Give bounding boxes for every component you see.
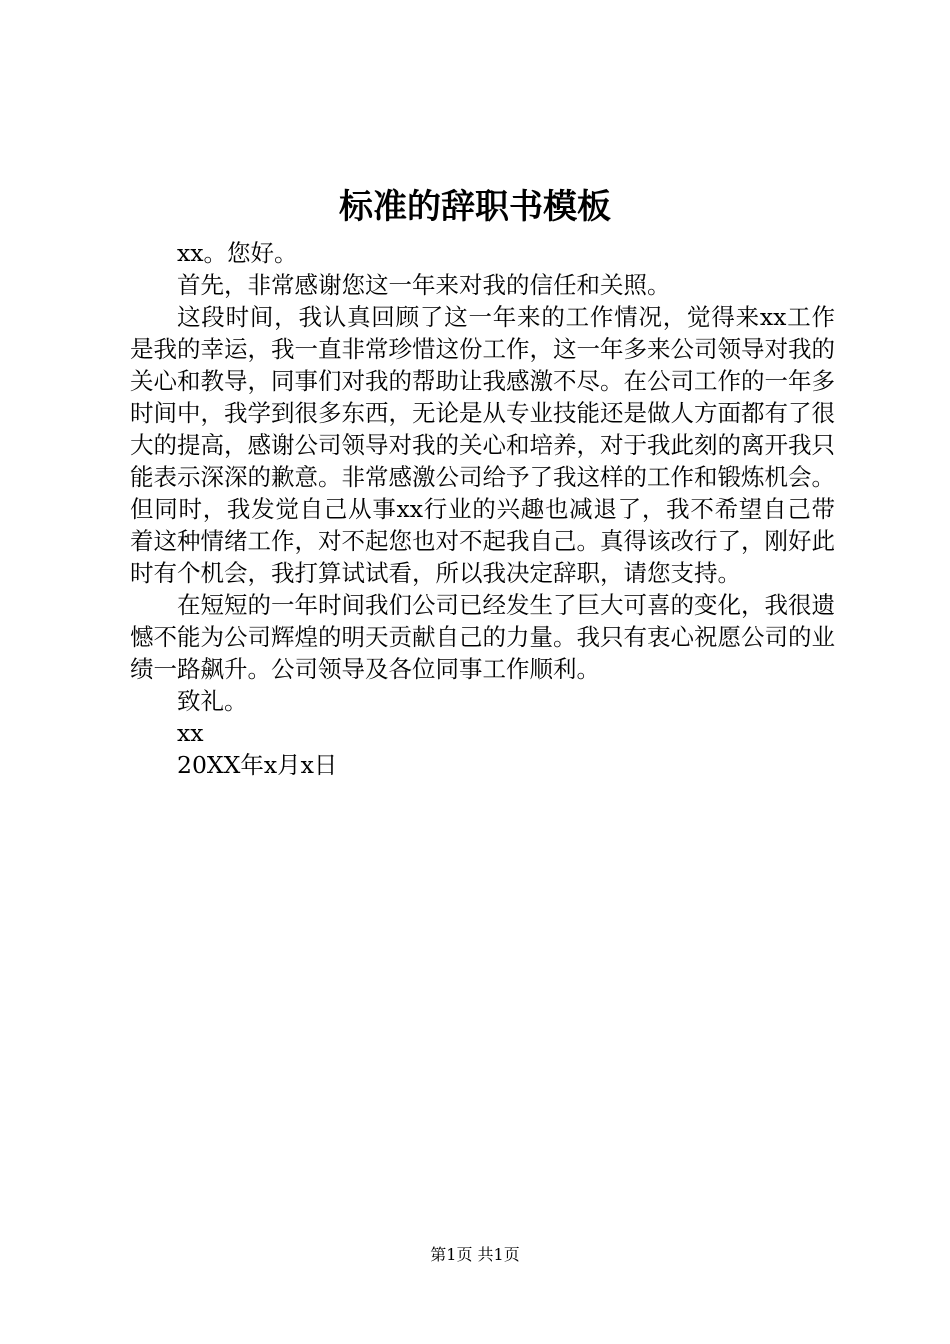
greeting: xx。您好。: [177, 239, 298, 267]
signature: xx: [177, 719, 204, 747]
document-title: 标准的辞职书模板: [339, 187, 611, 227]
page-footer: 第1页 共1页: [430, 1245, 520, 1264]
date: 20XX年x月x日: [177, 751, 338, 779]
document-body: [130, 237, 835, 781]
paragraph: 首先，非常感谢您这一年来对我的信任和关照。: [177, 271, 671, 299]
paragraph: 这段时间，我认真回顾了这一年来的工作情况，觉得来xx工作是我的幸运，我一直非常珍惜这份工作，这一年多来公司领导对我的关心和教导，同事们对我的帮助让我感激不尽。在公司工作的一年多时间中，我学到很多东西，无论是从专业技能还是做人方面都有了很大的提高，感谢公司领导对我的关心和培养，对于我此刻的离开我只能表示深深的歉意。非常感激公司给予了我这样的工作和锻炼机会。但同时，我发觉自己从事xx行业的兴趣也减退了，我不希望自己带着这种情绪工作，对不起您也对不起我自己。真得该改行了，刚好此时有个机会，我打算试试看，所以我决定辞职，请您支持。: [130, 303, 835, 587]
paragraph: 在短短的一年时间我们公司已经发生了巨大可喜的变化，我很遗憾不能为公司辉煌的明天贡献自己的力量。我只有衷心祝愿公司的业绩一路飙升。公司领导及各位同事工作顺利。: [130, 591, 835, 683]
closing: 致礼。: [177, 687, 248, 715]
